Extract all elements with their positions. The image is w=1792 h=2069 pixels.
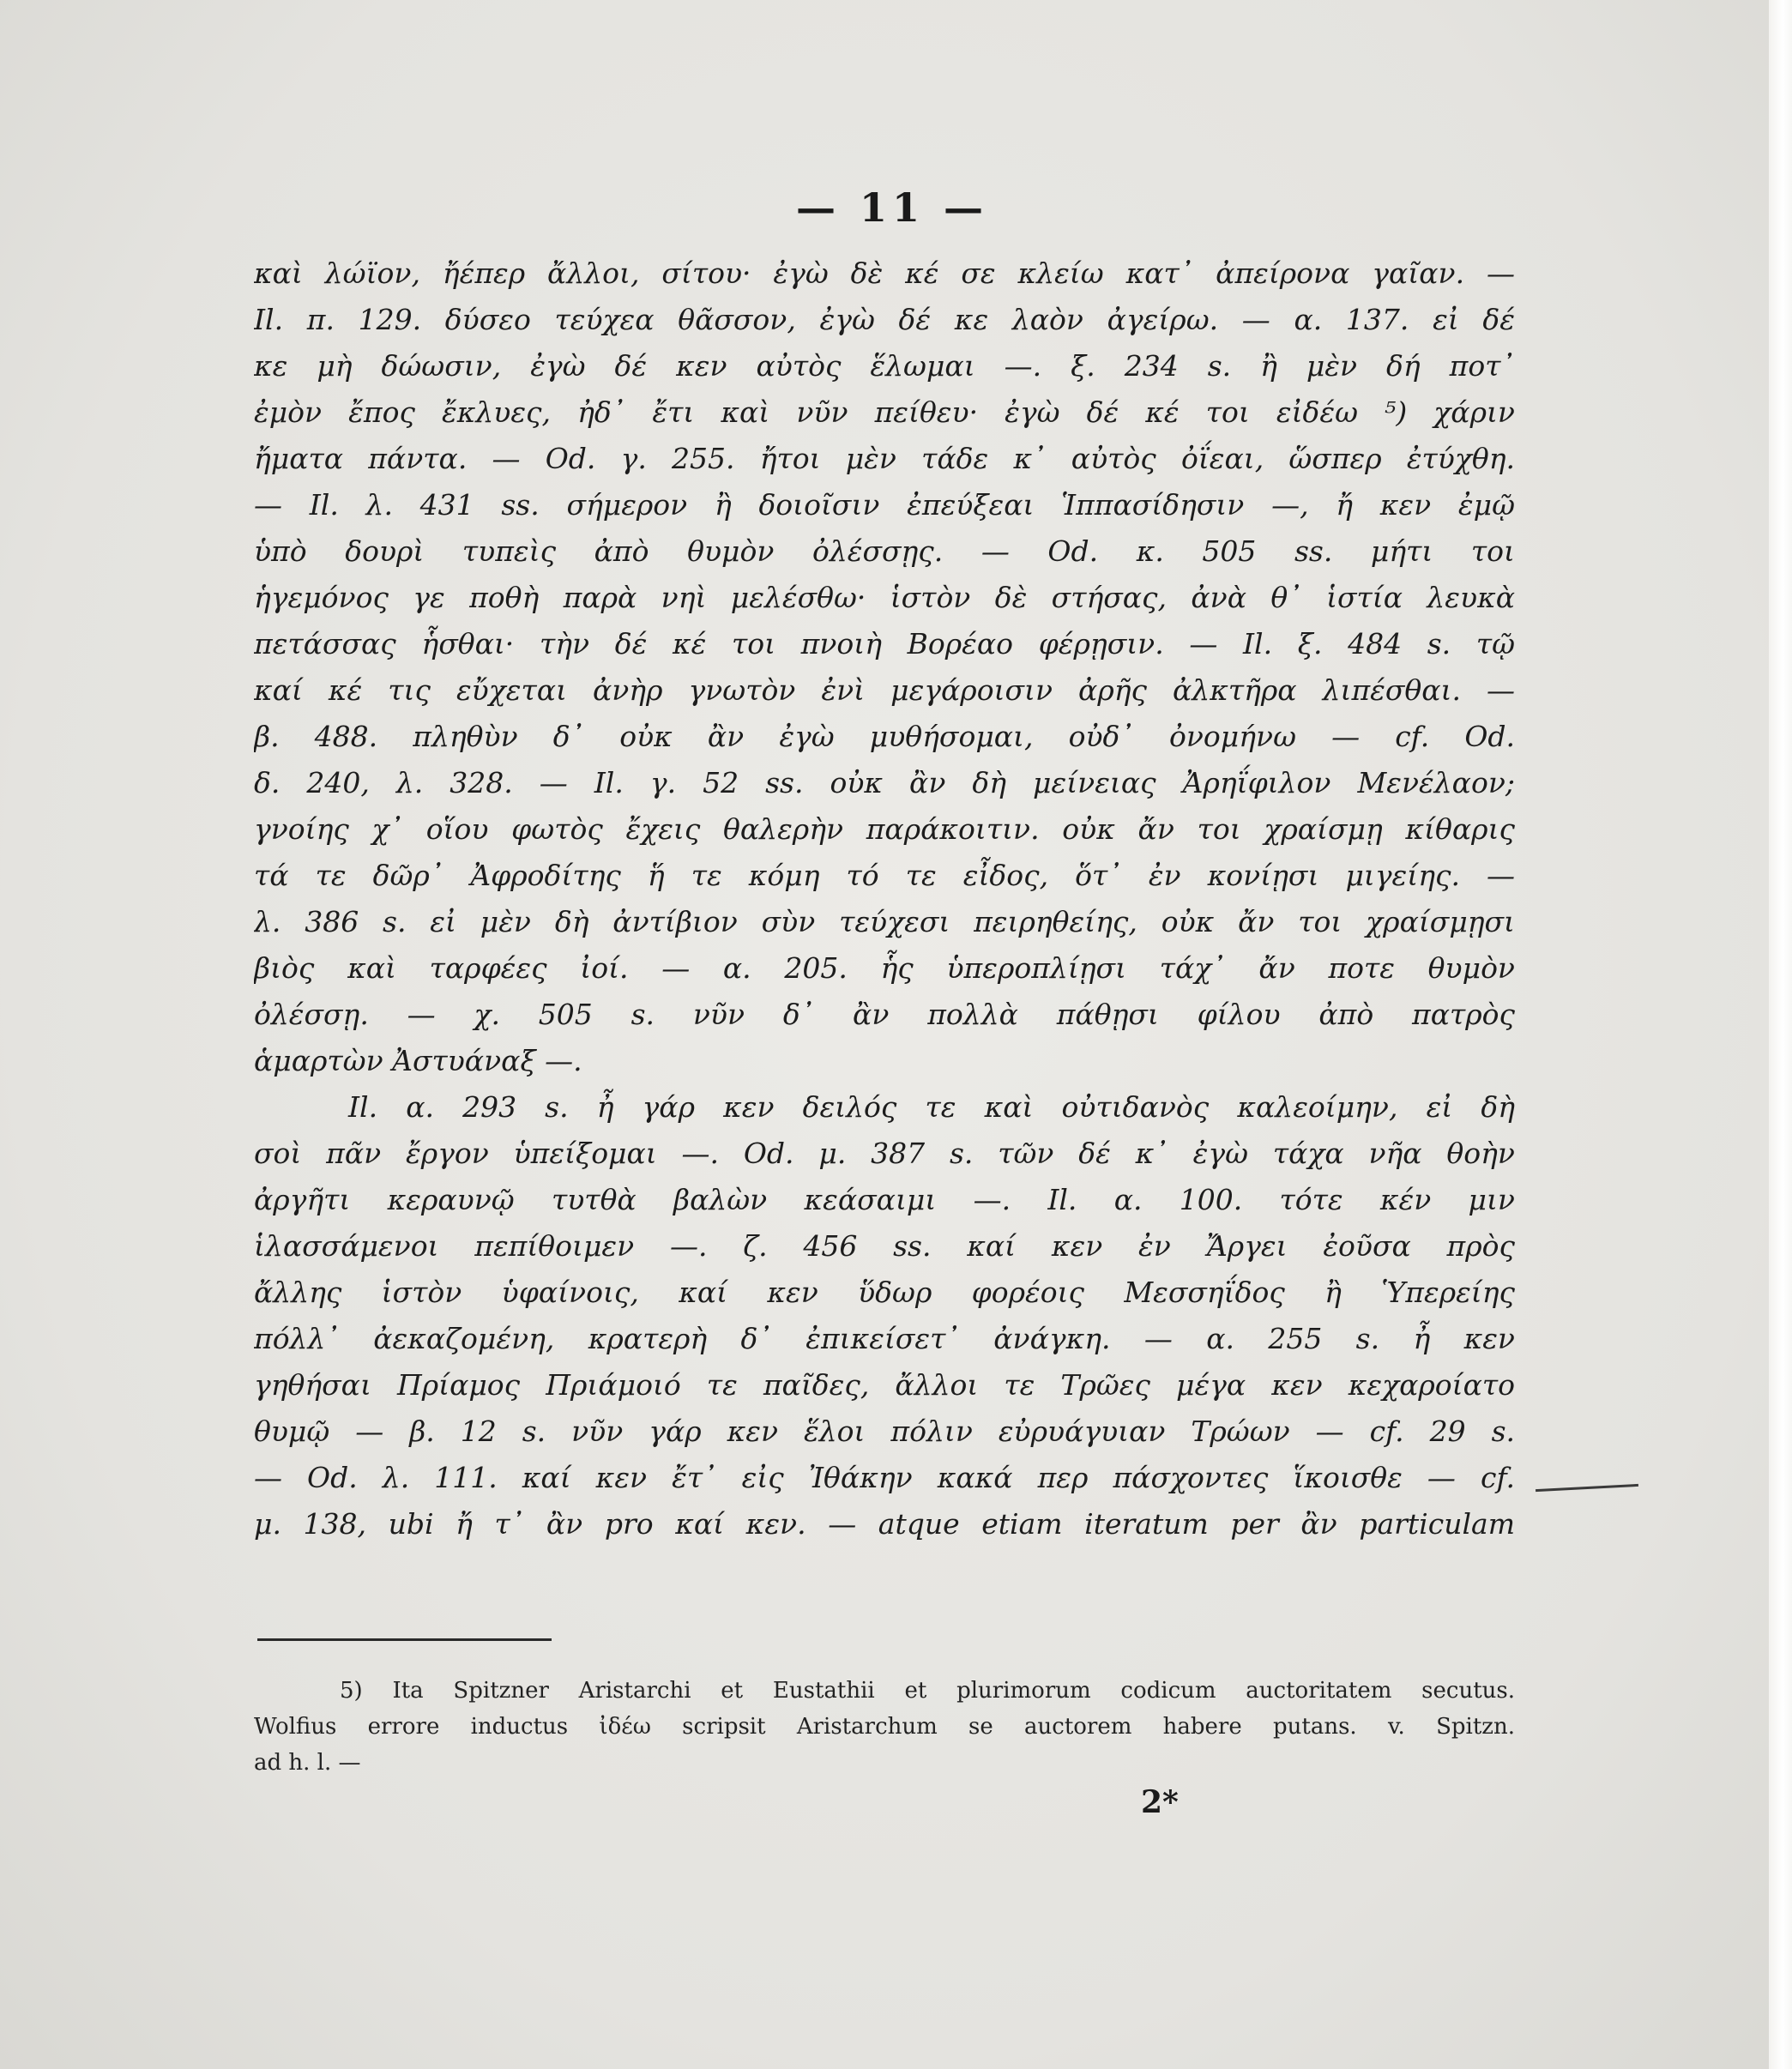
text-line: ἤματα πάντα. — Od. γ. 255. ἤτοι μὲν τάδε κ᾽ αὐτὸς ὀΐεαι, ὥσπερ ἐτύχθη. xyxy=(254,442,1515,475)
footnote-line: Wolfius errore inductus ἰδέω scripsit Aristarchum se auctorem habere putans. v. Spitzn. xyxy=(254,1714,1515,1740)
text-line: θυμῷ — β. 12 s. νῦν γάρ κεν ἕλοι πόλιν εὐρυάγυιαν Τρώων — cf. 29 s. xyxy=(254,1415,1515,1448)
text-line: ἁμαρτὼν Ἀστυάναξ —. xyxy=(254,1044,582,1077)
text-line: Il. α. 293 s. ἦ γάρ κεν δειλός τε καὶ οὐτιδανὸς καλεοίμην, εἰ δὴ xyxy=(348,1090,1515,1124)
text-line: λ. 386 s. εἰ μὲν δὴ ἀντίβιον σὺν τεύχεσι πειρηθείης, οὐκ ἄν τοι χραίσμῃσι xyxy=(254,905,1515,938)
text-line: πόλλ᾽ ἀεκαζομένη, κρατερὴ δ᾽ ἐπικείσετ᾽ ἀνάγκη. — α. 255 s. ἦ κεν xyxy=(254,1322,1515,1355)
main-text-block xyxy=(254,250,1515,1547)
text-line: ἡγεμόνος γε ποθὴ παρὰ νηὶ μελέσθω· ἱστὸν δὲ στήσας, ἀνὰ θ᾽ ἱστία λευκὰ xyxy=(254,581,1515,614)
text-line: ἄλλης ἱστὸν ὑφαίνοις, καί κεν ὕδωρ φορέοις Μεσσηΐδος ἢ Ὑπερείης xyxy=(254,1276,1515,1309)
text-line: γνοίης χ᾽ οἵου φωτὸς ἔχεις θαλερὴν παράκοιτιν. οὐκ ἄν τοι χραίσμῃ κίθαρις xyxy=(254,812,1515,846)
text-line: ἀργῆτι κεραυνῷ τυτθὰ βαλὼν κεάσαιμι —. Il. α. 100. τότε κέν μιν xyxy=(254,1183,1515,1216)
text-line: ἐμὸν ἔπος ἔκλυες, ἠδ᾽ ἔτι καὶ νῦν πείθευ· ἐγὼ δέ κέ τοι εἰδέω ⁵) χάριν xyxy=(254,395,1515,429)
signature-mark: 2* xyxy=(1141,1784,1179,1820)
page-number: — 11 — xyxy=(795,184,989,231)
text-line: — Od. λ. 111. καί κεν ἔτ᾽ εἰς Ἰθάκην κακά περ πάσχοντες ἵκοισθε — cf. xyxy=(254,1461,1515,1494)
text-line: τά τε δῶρ᾽ Ἀφροδίτης ἥ τε κόμη τό τε εἶδος, ὅτ᾽ ἐν κονίῃσι μιγείης. — xyxy=(254,859,1515,892)
footnote-rule xyxy=(257,1638,552,1641)
footnote-line: ad h. l. — xyxy=(254,1750,361,1776)
footnote-line: 5) Ita Spitzner Aristarchi et Eustathii et plurimorum codicum auctoritatem secutus. xyxy=(340,1678,1515,1704)
text-line: γηθήσαι Πρίαμος Πριάμοιό τε παῖδες, ἄλλοι τε Τρῶες μέγα κεν κεχαροίατο xyxy=(254,1368,1515,1402)
text-line: Il. π. 129. δύσεο τεύχεα θᾶσσον, ἐγὼ δέ κε λαὸν ἀγείρω. — α. 137. εἰ δέ xyxy=(254,303,1515,336)
text-line: ὀλέσσῃ. — χ. 505 s. νῦν δ᾽ ἂν πολλὰ πάθῃσι φίλου ἀπὸ πατρὸς xyxy=(254,998,1515,1031)
text-line: β. 488. πληθὺν δ᾽ οὐκ ἂν ἐγὼ μυθήσομαι, οὐδ᾽ ὀνομήνω — cf. Od. xyxy=(254,720,1515,753)
page-edge xyxy=(1769,0,1792,2069)
text-line: πετάσσας ἧσθαι· τὴν δέ κέ τοι πνοιὴ Βορέαο φέρῃσιν. — Il. ξ. 484 s. τῷ xyxy=(254,627,1515,661)
text-line: βιὸς καὶ ταρφέες ἰοί. — α. 205. ἧς ὑπεροπλίῃσι τάχ᾽ ἄν ποτε θυμὸν xyxy=(254,951,1515,985)
text-line: μ. 138, ubi ἤ τ᾽ ἂν pro καί κεν. — atque etiam iteratum per ἂν particulam xyxy=(254,1507,1515,1541)
text-line: δ. 240, λ. 328. — Il. γ. 52 ss. οὐκ ἂν δὴ μείνειας Ἀρηΐφιλον Μενέλαον; xyxy=(254,766,1515,799)
text-line: — Il. λ. 431 ss. σήμερον ἢ δοιοῖσιν ἐπεύξεαι Ἱππασίδησιν —, ἤ κεν ἐμῷ xyxy=(254,488,1515,522)
text-line: σοὶ πᾶν ἔργον ὑπείξομαι —. Od. μ. 387 s. τῶν δέ κ᾽ ἐγὼ τάχα νῆα θοὴν xyxy=(254,1137,1515,1170)
text-line: κε μὴ δώωσιν, ἐγὼ δέ κεν αὐτὸς ἕλωμαι —. ξ. 234 s. ἢ μὲν δή ποτ᾽ xyxy=(254,349,1515,383)
text-line: καὶ λώϊον, ἤέπερ ἄλλοι, σίτου· ἐγὼ δὲ κέ σε κλείω κατ᾽ ἀπείρονα γαῖαν. — xyxy=(254,256,1515,290)
text-line: ἱλασσάμενοι πεπίθοιμεν —. ζ. 456 ss. καί κεν ἐν Ἄργει ἐοῦσα πρὸς xyxy=(254,1229,1515,1263)
text-line: καί κέ τις εὔχεται ἀνὴρ γνωτὸν ἐνὶ μεγάροισιν ἀρῆς ἀλκτῆρα λιπέσθαι. — xyxy=(254,673,1515,707)
footnote-block xyxy=(254,1673,1515,1781)
text-line: ὑπὸ δουρὶ τυπεὶς ἀπὸ θυμὸν ὀλέσσῃς. — Od. κ. 505 ss. μήτι τοι xyxy=(254,534,1515,568)
